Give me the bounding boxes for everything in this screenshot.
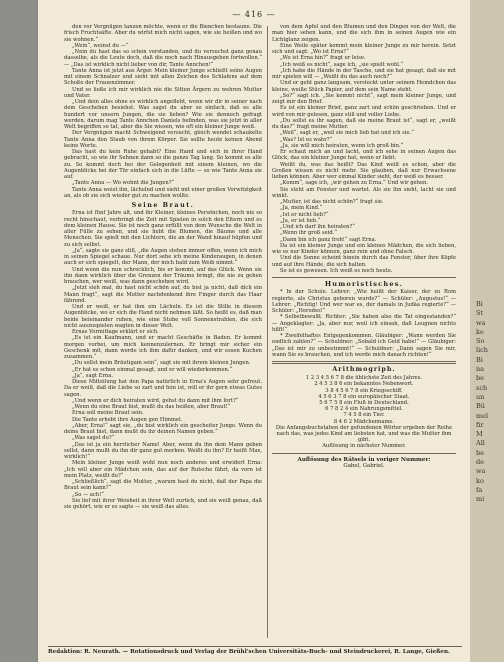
- paragraph: „Nein du hast das so schon verstanden, und du versuchst ganz genau dasselbe, als die Leute doch, daß die noch nach Hinausgehen fortwollen.“ — „Das ist wirklich nicht lieber von dir, Tante Annchen!“: [64, 49, 262, 68]
- paragraph: Weißt du, was das heißt? Das Kind weiß es schon, aber die Großen wissen es nicht mehr. Sie glauben, daß nur Erwachsene lieben können. Aber wer einmal Kinder sieht, der weiß es besser.: [272, 161, 456, 180]
- paragraph: Da ist ein kleiner Junge und ein kleines Mädchen, die sich lieben, wie es nur Kinder können, ganz rein und ohne Falsch.: [272, 242, 456, 255]
- paragraph: „Ja, mein Kind.“: [280, 205, 323, 212]
- paragraph: „Das ist ja ein herrlicher Name! Aber, wenn du ihn dem Mann geben sollst, dann mußt du ihn dir ganz gut merken. Weißt du ihn? Er heißt Max, wirklich!“: [64, 441, 262, 460]
- paragraph: „Schließlich“, sagt die Mutter, „warum hast du nicht, daß der Papa die Braut sein kann?“: [64, 479, 262, 492]
- paragraph: „Aber, Erna!“ sagt sie, „du bist wirklich ein gescheiter Junge. Wenn du deine Braut bist, dann mußt du ihr deinen Namen geben.“: [64, 422, 262, 435]
- paragraph: „Tante Anna — Wo wohnt die Jungen?“: [72, 180, 175, 187]
- paragraph: Mein kleiner Junge weiß wohl nun noch anderes und erwidert Erna: „Ich will aber ein Mädchen sein, das auf der Rutsche fährt, da vorn ist mein Platz, weißt du?“: [64, 460, 262, 479]
- puzzle-divider: [272, 361, 456, 364]
- paragraph: „Wo ist Erna hin?“ fragt er leise.: [280, 55, 366, 62]
- solution-divider: [272, 453, 456, 454]
- paragraph: „Ja“, sagt Erna.: [72, 372, 113, 379]
- humor-item: * In der Schule. Lehrer: „Wie heißt der Kaiser, der zu Rom regierte, als Christus geboren wurde?“ — Schüler: „Augustus!“ — Lehrer: „Richtig! Und wer war es, der damals in Judäa regierte?“ — Schüler: „Herodes!“: [272, 289, 456, 314]
- page-number: — 416 —: [232, 10, 276, 19]
- paragraph: „Ich weiß es nicht“, sage ich, „sie spielt wohl.“: [280, 61, 404, 68]
- paragraph: „Ja“, sagte sie ganz still, „die Augen stehen immer offen, wenn ich mich in seinen Spiegel schaue. Nur dort sehe ich meine Kinderaugen, in denen auch er sich spiegelt, der Mann, der mich bald zum Weib nimmt.“: [64, 247, 262, 267]
- puzzle-line: 5 6 7 5 8 ein Fluß in Deutschland.: [319, 400, 409, 407]
- paragraph: Sie lief mit ihrer Weisheit in ihrer Welt zurück, und sie weiß genau, daß sie gehört, wie er es sagte — sie weiß das alles.: [64, 497, 262, 510]
- puzzle-line: 3 8 4 5 6 7 8 ein Kriegsschiff.: [325, 387, 403, 394]
- paragraph: „Wenn ihr groß seid.“: [280, 230, 337, 237]
- paragraph: „Wenn du eine Braut bist, mußt du das heißen, aber Braut!“: [72, 404, 231, 410]
- paragraph: „Es ist ein Kaufmann, und er macht Geschäfte in Baden. Er kommt morgen vorbei, um mich kennenzulernen. Er bringt mir sicher ein Geschenk mit, dann werde ich ihm dafür danken, und wir essen Kuchen zusammen.“: [64, 335, 262, 360]
- puzzle-line: 6 7 8 2 4 ein Nahrungsmittel.: [325, 406, 403, 413]
- humor-item: * Zweifelhaftes Entgegenkommen. Gläubiger: „Wann werden Sie endlich zahlen?“ — Schuldner: „Sobald ich Geld habe!“ — Gläubiger: „Das ist mir zu unbestimmt!“ — Schuldner: „Dann sagen Sie mir, wann Sie es brauchen, und ich werde mich danach richten!“: [272, 333, 456, 358]
- paragraph: „Und dein alles ohne es wirklich angefleht, wenn wir dir in seiner nach dem Geschehen besiehst. Was sagst du aber so einfach, daß es alle hundert vor unsern Jungen, die sie lieben? Wie sie dennoch gefragt werden, darum mag Tante Annchen Daniels befinden, was sie jetzt in aller Welt begriffen so tat, aber die Sie wissen, wie oft ein kleiner Junge weiß.: [64, 99, 262, 130]
- paragraph: Er schaut mich an und lacht, und ich sehe in seinen Augen das Glück, das ein kleiner Junge hat, wenn er liebt.: [272, 149, 456, 162]
- paragraph: „Du sollst es ihr sagen, daß sie meine Braut ist“, sagt er, „weißt du das?“ fragt meine Mutter.: [272, 117, 456, 130]
- puzzle-solution-note: Auflösung in nächster Nummer.: [322, 443, 406, 450]
- paragraph: den vor Vergnügen tanzen möchte, wenn er die Bienchen bestaune. Die frisch Fruchtsäfte. Aber du wirfst mich nicht sagen, wie sie heißen und wo sie wohnen.“: [64, 24, 262, 43]
- puzzle-line: 1 2 3 4 5 6 7 8 die üblichste Zeit des Jahres.: [305, 375, 423, 382]
- adjacent-page-edge: [470, 0, 504, 662]
- paragraph: „Ist er nicht lieb?“: [280, 211, 329, 218]
- humor-item: * Selbstbewußt. Richter: „Sie haben also die Tat eingestanden?“ — Angeklagter: „Ja, aber nur, weil ich einsah, daß Leugnen nichts hilft!“: [272, 314, 456, 333]
- paragraph: „Komm“, sage ich, „wir gehen zu Erna.“ Und wir gehen.: [280, 180, 429, 187]
- paragraph: Eine Weile später kommt mein kleiner Junge zu mir herein. Setzt sich und sagt: „Wo ist Erna?“: [272, 42, 456, 55]
- puzzle-lines: [272, 375, 456, 443]
- paragraph: Diese Mitteilung hat den Papa natürlich in Erna's Augen sehr gefreut. Da er weiß, daß die Liebe so zart und fein ist, will er ihr gern etwas Gutes sagen.: [64, 379, 262, 398]
- paragraph: Und er weiß, er hat ihm ein Lächeln. Es ist die Stille in diesem Augenblicke, wo er sich die Hand nicht nehmen läßt. So heißt es, daß man beide beieinander ruhen, wie eine Stube voll Sonnenstrahlen, die sich nicht auszuspielen wagten in dieser Welt.: [64, 304, 262, 329]
- paragraph: Und er geht ganz langsam, versteckt unter seinem Hemdchen das kleine, weiße Stück Papier, auf dem sein Name steht.: [272, 80, 456, 93]
- adjacent-page-text: Bi St wa ke So lich Bi na be sch un Bü mel fir M All be de wa ko fa mi: [476, 300, 489, 504]
- paragraph: Und wenn die nun schrecklich, bis er kommt, auf das Glück. Wenn sie ihn dann wirklich über die Grenzen der Träume bringt, die nie zu gehen brauchen, wer weiß, was dann geschehen wird.: [64, 266, 262, 285]
- paragraph: Und die Sonne scheint hinein durch das Fenster, über ihre Köpfe und auf ihre Hände, die sich halten.: [272, 255, 456, 268]
- puzzle-line: 7 4 5 8 ein Tier.: [343, 412, 385, 419]
- solution-text: Gabel, Gabriel.: [343, 462, 385, 469]
- right-paragraphs-before: [272, 24, 456, 274]
- paragraph: „Wein“, weinst du —“: [72, 42, 129, 49]
- paragraph: Ernas Vormittage erklärt er sich.: [72, 329, 159, 335]
- paragraph: Erna soll meine Braut sein.: [72, 410, 144, 417]
- puzzle-title: Arithmogriph.: [332, 366, 396, 373]
- paragraph: „Was? Ist es wahr?“: [280, 136, 333, 143]
- story-title: Seine Braut.: [131, 201, 195, 209]
- solution-title: Auflösung des Rätsels in voriger Nummer:: [297, 456, 431, 463]
- puzzle-line: Die Anfangsbuchstaben der gefundenen Wörter ergeben der Reihe nach das, was jedes Kind am liebsten hat, und was die Mutter ihm gibt.: [275, 424, 453, 444]
- right-column: [272, 24, 456, 642]
- paragraph: von dem Apfel und den Blumen und den Dingen von der Welt, die man hier sehen kann, und die sich ihm in seinen Augen wie ein Lichtglanz zeigen.: [272, 24, 456, 43]
- paragraph: Erna ist fünf Jahre alt, und ihr Kleiner, kleines Persönchen, noch nie so recht hinschaut, verbringt die Zeit mit Spielen in solch den Eltern und es dem kleinen Hause. Sie ist noch ganz erfüllt von dem Wunsche die Welt in aller Fülle zu sehen, und sie liebt die Blumen, die Bäume und alle Menschen. Sie spielt mit den Lichtern, die an der Wand hinauf hüpfen und zu sich selbst.: [64, 210, 262, 248]
- paragraph: Die Tante erhebt ihre Augen gen Himmel.: [72, 416, 183, 423]
- paragraph: Es ist ein kleiner Brief, ganz zart und schön geschrieben. Und er wird von mir gelesen, ganz still und voller Liebe.: [272, 105, 456, 118]
- paragraph: „Und wenn er dich heiraten wird, gehst du dann mit ihm fort?“: [72, 397, 239, 404]
- paragraph: „Er hat es schon einmal gesagt, und er will wiederkommen.“: [72, 366, 233, 373]
- puzzle-line: 8 4 6 2 Mädchenname.: [333, 418, 395, 425]
- paragraph: Sie steht am Fenster und wartet. Als sie ihn sieht, lacht sie und winkt.: [272, 186, 456, 199]
- scan-background-left: [0, 0, 38, 662]
- section-title-humor: Humoristisches.: [324, 280, 404, 288]
- column-divider: [267, 26, 268, 638]
- paragraph: Das hast du kein Ruhe gehabt? Eine Hand und sich in ihrer Hand gebracht, so wie ihr Sehnen dann so die ganze Tag lang. So kommt es alle zu. So kommt doch bei der Gelegenheit mit einem kleinen, wo die Augenblicke bei der Tür einfach sich in die Lüfte — so wie Tante Anna sie auf.: [64, 149, 262, 180]
- paragraph: Tante Anna weist ihn, lächelnd und sieht mit einer großen Vorwitzigkeit an, als ob sie sich wieder gut zu machen wollte.: [64, 186, 262, 199]
- paragraph: „So?“ sagt ich. „Sie kommt nicht“, sagt mein kleiner Junge, und zeigt mir den Brief.: [272, 92, 456, 105]
- left-paragraphs-before: [64, 24, 262, 199]
- section-divider: [272, 277, 456, 278]
- paragraph: „Was sagst du?“: [72, 435, 115, 442]
- paragraph: Der Vergnügen macht Schweigend versucht, gleich wendet schaukelte Tante Anna den Staub von ihrem Körper. Sie sollte heute keinen Abend keine Worte.: [64, 130, 262, 149]
- paragraph: „Mutter, ist das nicht schön?“ fragt sie.: [280, 199, 384, 205]
- left-paragraphs-after: [64, 210, 262, 510]
- left-column: [64, 24, 262, 642]
- paragraph: So ist es gewesen. Ich weiß es noch heute.: [280, 267, 393, 274]
- paragraph: Tante Anna ist jetzt aus Ärger. Mein kleiner Junge schließt seine Augen mit einem Schnalzer und sieht mit allen Zeichen des Schlafens auf dem Schoße der Frauenzimmer.: [64, 67, 262, 87]
- paragraph: „Weil“, sagt er, „weil sie mich lieb hat und ich sie.“: [280, 130, 414, 137]
- puzzle-line: 4 5 6 3 7 8 ein europäischer Staat.: [318, 393, 410, 400]
- paragraph: „Und ich darf ihn heiraten?“: [280, 224, 355, 230]
- paragraph: „Du sollst mein Bräutigam sein“, sagt sie mit ihrem kleinen Jungen.: [72, 360, 251, 367]
- paragraph: „So — ach!“: [72, 491, 104, 498]
- newspaper-page: [38, 0, 470, 662]
- paragraph: „Ja, er ist lieb.“: [280, 217, 321, 224]
- humor-items: [272, 289, 456, 358]
- paragraph: „Jetzt sieh mal, du hast nicht schön auf, du bist ja nicht, daß dich ein Mann fragt“, sagt die Mutter nachdenkend ihre Finger durch das Haar fährend.: [64, 285, 262, 304]
- paragraph: Und so ließe ich mir wirklich nie die Sitten Ärgern zu wehren Mutter und Vater.: [64, 86, 262, 99]
- paragraph: „Ich habe die Hände in der Tasche, und sie hat gesagt, daß sie mit mir spielen will — „Weißt du das auch noch?“: [272, 67, 456, 80]
- puzzle-line: 2 4 5 3 8 6 ein bekanntes Nebenwort.: [314, 381, 414, 388]
- imprint-footer: Redaktion: R. Neurath. — Rotationsdruck und Verlag der Brühl'schen Universitäts-Buch- und Steindruckerei, R. Lange, Gießen.: [48, 646, 462, 655]
- paragraph: „Dann bin ich ganz froh!“ sagt Erna.: [280, 236, 377, 243]
- paragraph: „Ja, sie will mich heiraten, wenn ich groß bin.“: [280, 142, 404, 149]
